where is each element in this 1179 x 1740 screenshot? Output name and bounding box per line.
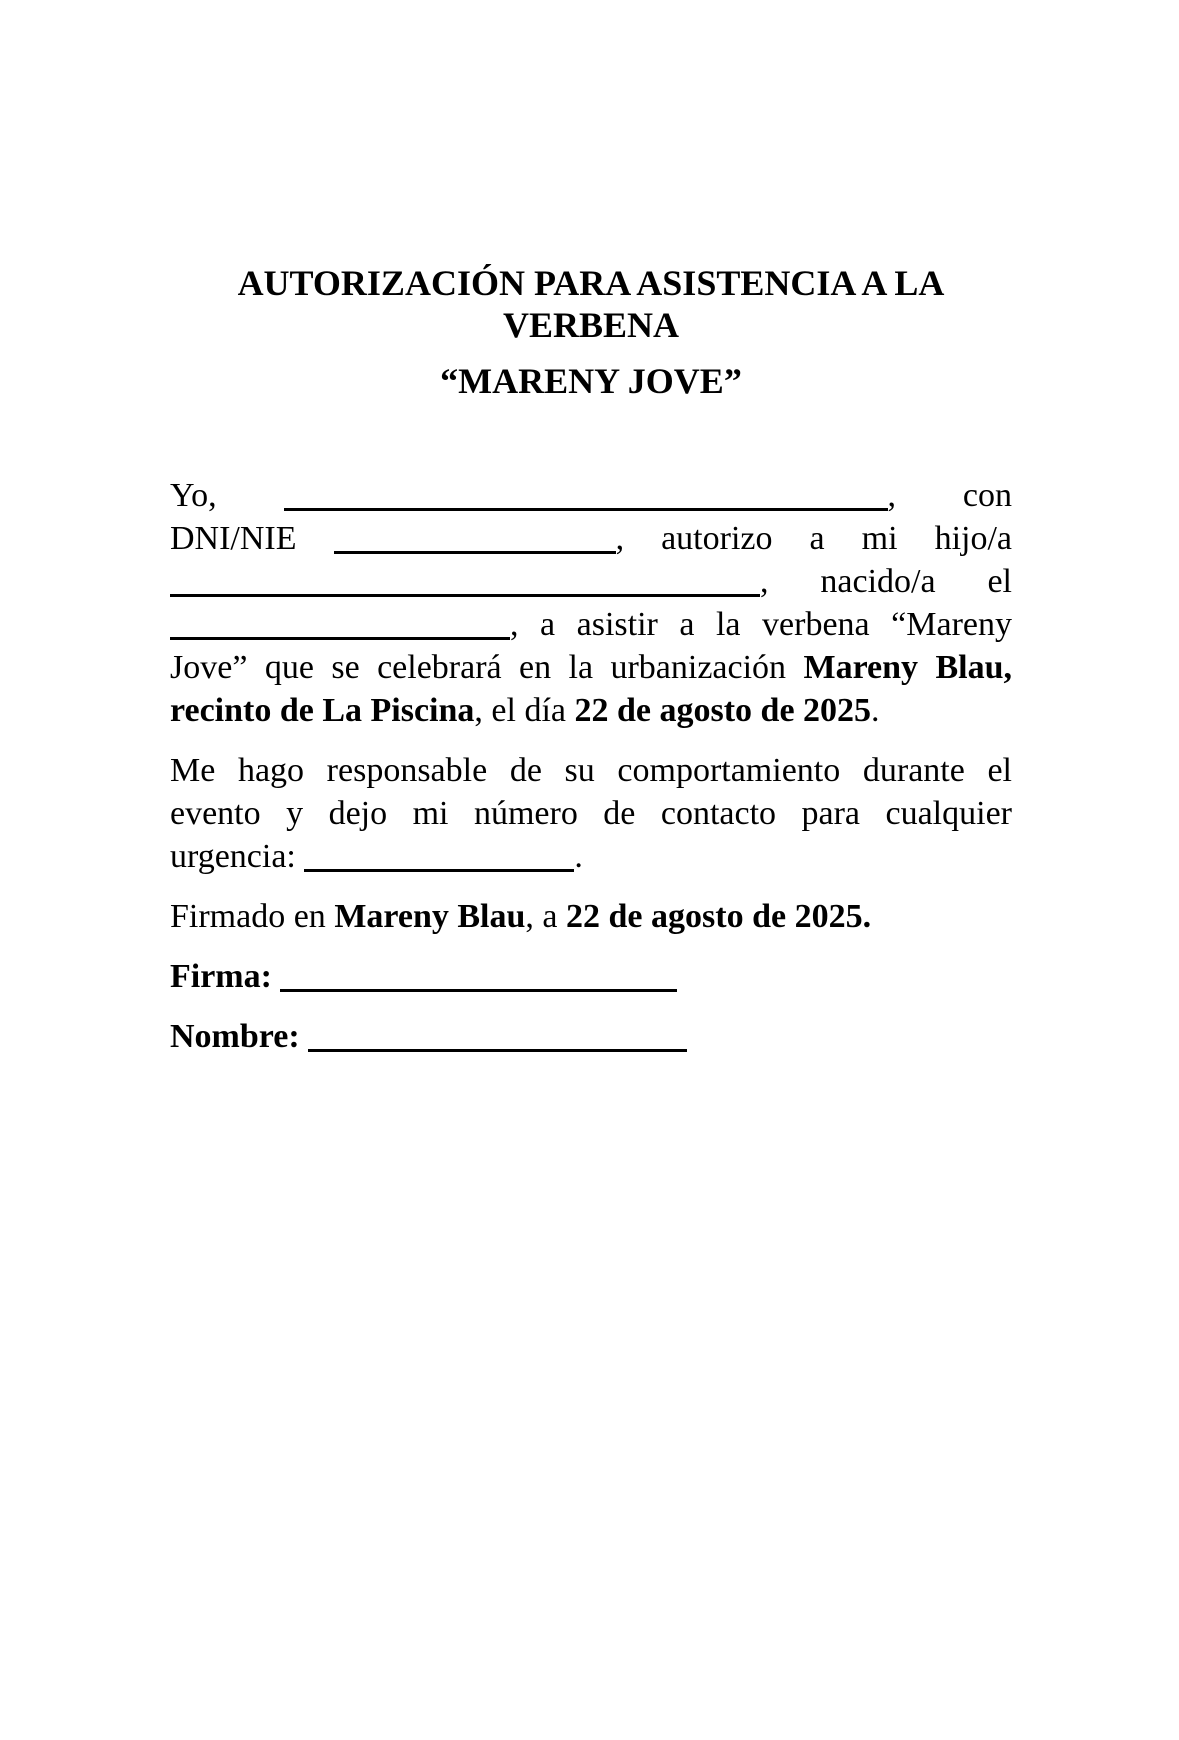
text-segment: , a [525,898,567,935]
justified-text-line [170,474,1012,517]
paragraph-responsibility-statement [170,749,1012,878]
document-title-line-2: VERBENA [502,305,680,345]
fill-in-blank-line [334,551,616,554]
text-segment: Firmado en [170,898,335,935]
text-segment: , el día [474,692,575,729]
bold-text-segment: Mareny Blau [334,898,526,935]
text-segment: , a asistir a la verbena “Mareny [510,606,1012,643]
bold-text-segment: 22 de agosto de 2025. [566,898,872,935]
text-segment: urgencia: [170,838,305,875]
text-line [170,895,1012,938]
paragraph-authorization-body [170,474,1012,732]
justified-text-line [170,517,1012,560]
text-segment: Yo, [170,477,284,514]
document-title [170,262,1012,346]
justified-text-line [170,792,1012,835]
justified-text-line [170,646,1012,689]
justified-text-line [170,749,1012,792]
document-title-line-1: AUTORIZACIÓN PARA ASISTENCIA A LA [237,263,945,303]
document-body [170,474,1012,1058]
paragraph-name-field [170,1015,1012,1058]
paragraph-signed-statement [170,895,1012,938]
bold-text-segment: Mareny Blau, [803,649,1012,686]
text-segment: . [871,692,880,729]
justified-text-line [170,560,1012,603]
text-line [170,835,1012,878]
fill-in-blank-line [284,508,888,511]
text-segment: . [574,838,583,875]
text-segment: , nacido/a el [760,563,1012,600]
text-segment: DNI/NIE [170,520,334,557]
text-segment: Jove” que se celebrará en la urbanización [170,649,804,686]
text-line [170,689,1012,732]
text-segment: evento y dejo mi número de contacto para cualquier [170,795,1012,832]
text-line [170,955,1012,998]
bold-text-segment: Firma: [170,958,281,995]
bold-text-segment: Nombre: [170,1018,309,1055]
document-subtitle: “MARENY JOVE” [440,361,742,401]
fill-in-blank-line [304,869,574,872]
text-segment: , autorizo a mi hijo/a [615,520,1012,557]
bold-text-segment: 22 de agosto de 2025 [574,692,872,729]
bold-text-segment: recinto de La Piscina [170,692,475,729]
justified-text-line [170,603,1012,646]
fill-in-blank-line [308,1049,687,1052]
text-segment: , con [887,477,1012,514]
fill-in-blank-line [280,989,677,992]
text-segment: Me hago responsable de su comportamiento durante el [170,752,1012,789]
fill-in-blank-line [170,594,760,597]
fill-in-blank-line [170,637,510,640]
paragraph-signature-field [170,955,1012,998]
text-line [170,1015,1012,1058]
